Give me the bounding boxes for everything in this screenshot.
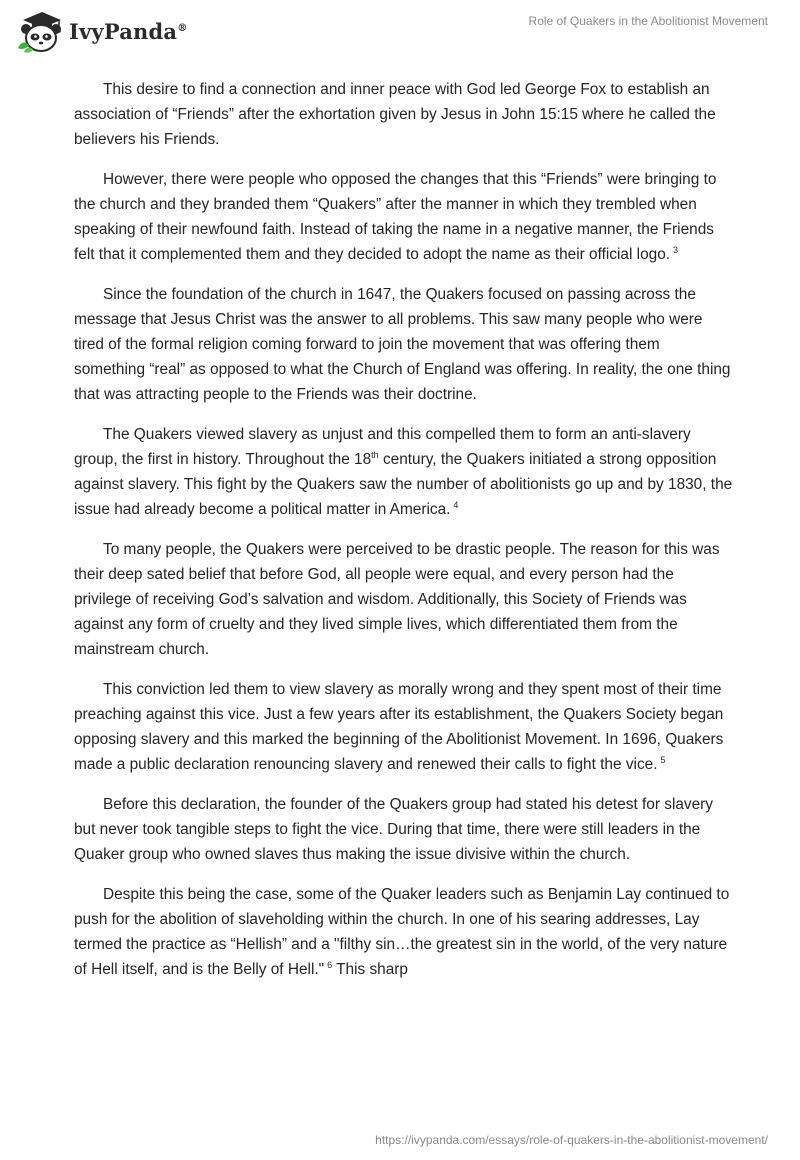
paragraph: Before this declaration, the founder of the Quakers group had stated his detest for slavery but never took tangible steps to fight the vice. During that time, there were still leaders in the Quaker group who owned slaves thus making the issue divisive within the church. bbox=[74, 796, 713, 863]
paragraph: This desire to find a connection and inner peace with God led George Fox to establish an association of “Friends” after the exhortation given by Jesus in John 15:15 where he called the believers his Friends. bbox=[74, 81, 716, 148]
paragraph: However, there were people who opposed the changes that this “Friends” were bringing to the church and they branded them “Quakers” after the manner in which they trembled when speaking of their newfound faith. Instead of taking the name in a negative manner, the Friends felt that it complemented them and they decided to adopt the name as their official logo. $^3$ bbox=[74, 171, 717, 263]
panda-graduate-icon bbox=[15, 8, 65, 54]
brand-name: IvyPanda® bbox=[69, 18, 188, 44]
running-title: Role of Quakers in the Abolitionist Movement bbox=[528, 14, 768, 28]
paragraph: This conviction led them to view slavery as morally wrong and they spent most of their time preaching against this vice. Just a few years after its establishment, the Quakers Society began opposing slavery and this marked the beginning of the Abolitionist Movement. In 1696, Quakers made a public declaration renouncing slavery and renewed their calls to fight the vice. $^5$ bbox=[74, 681, 724, 773]
registered-mark: ® bbox=[177, 22, 188, 34]
page-header bbox=[0, 0, 800, 60]
paragraph: Despite this being the case, some of the Quaker leaders such as Benjamin Lay continued to push for the abolition of slaveholding within the church. In one of his searing addresses, Lay termed the practice as “Hellish” and a "filthy sin…the greatest sin in the world, of the very nature of Hell itself, and is the Belly of Hell." $^6$ This sharp bbox=[74, 886, 730, 978]
footnote-ref[interactable]: 6 bbox=[327, 960, 333, 970]
footnote-ref[interactable]: 4 bbox=[453, 500, 459, 510]
source-url[interactable]: https://ivypanda.com/essays/role-of-quakers-in-the-abolitionist-movement/ bbox=[375, 1133, 768, 1147]
footnote-ref[interactable]: 5 bbox=[660, 755, 666, 765]
ivypanda-logo[interactable] bbox=[15, 8, 205, 54]
paragraph: To many people, the Quakers were perceived to be drastic people. The reason for this was their deep sated belief that before God, all people were equal, and every person had the privilege of receiving God’s salvation and wisdom. Additionally, this Society of Friends was against any form of cruelty and they lived simple lives, which differentiated them from the mainstream church. bbox=[74, 541, 720, 658]
paragraph: The Quakers viewed slavery as unjust and this compelled them to form an anti-slavery group, the first in history. Throughout the 18th century, the Quakers initiated a strong opposition against slavery. This fight by the Quakers saw the number of abolitionists go up and by 1830, the issue had already become a political matter in America. $^4$ bbox=[74, 426, 733, 518]
paragraph: Since the foundation of the church in 1647, the Quakers focused on passing across the message that Jesus Christ was the answer to all problems. This saw many people who were tired of the formal religion coming forward to join the movement that was offering them something “real” as opposed to what the Church of England was offering. In reality, the one thing that was attracting people to the Friends was their doctrine. bbox=[74, 286, 731, 403]
essay-body bbox=[74, 77, 734, 997]
footnote-ref[interactable]: 3 bbox=[673, 245, 679, 255]
ordinal-suffix: th bbox=[371, 450, 379, 460]
